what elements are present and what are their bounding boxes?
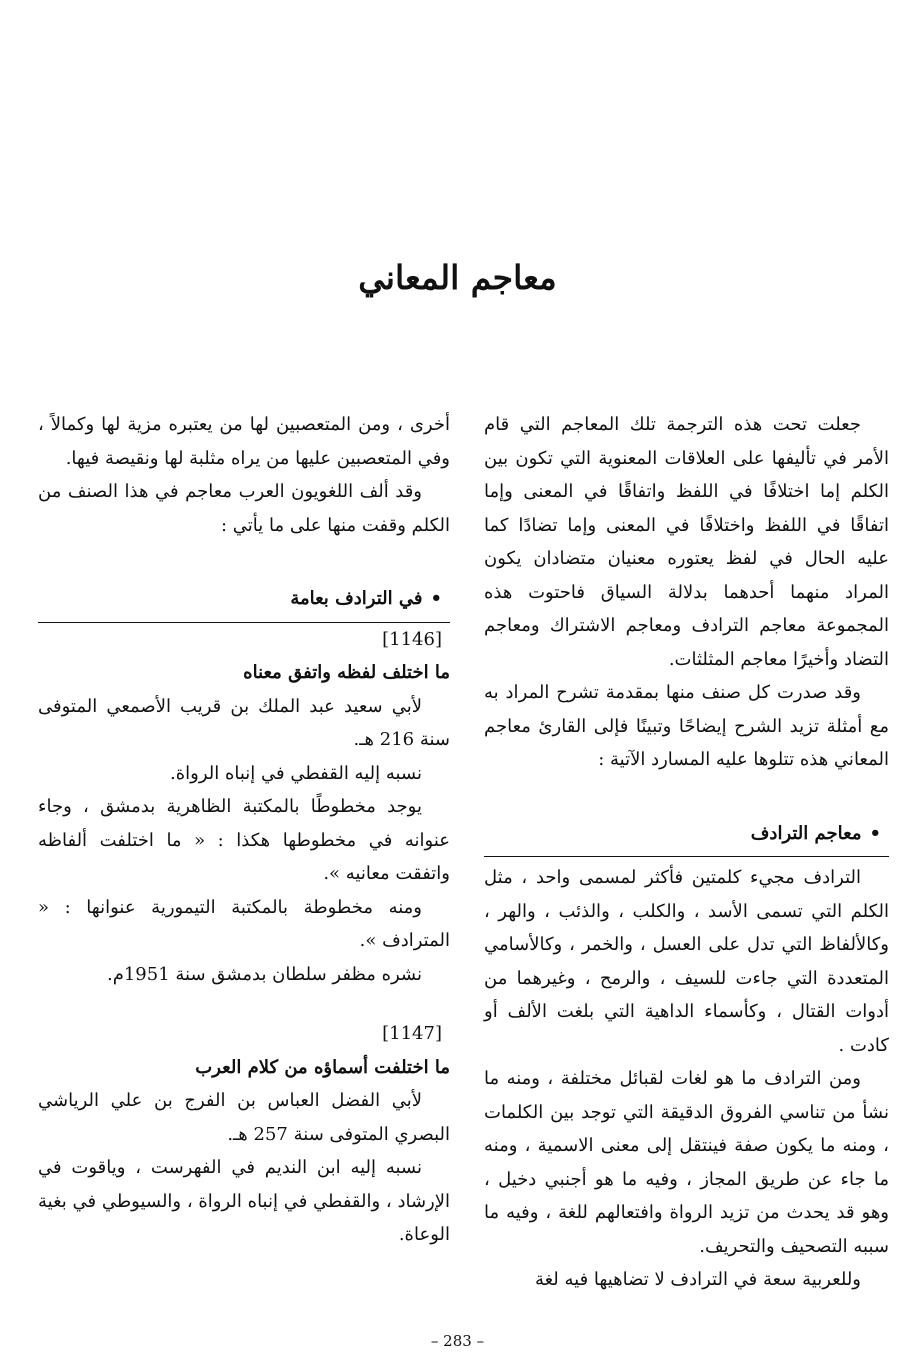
entry-number: [1147] [382,1023,442,1044]
intro-paragraph-1: جعلت تحت هذه الترجمة تلك المعاجم التي قام الأمر في تأليفها على العلاقات المعنوية التي تكون بين الكلم إما اختلافًا في اللفظ واتفاقًا في المعنى وإما اتفاقًا في اللفظ واختلافًا في المعنى وإما تضادًا كما عليه الحال في لفظ يعتوره معنيان متضادان يكون المراد منهما أحدهما بدلالة السياق فاحتوت هذه المجموعة معاجم الترادف ومعاجم الاشتراك ومعاجم التضاد وأخيرًا معاجم المثلثات. [484,414,889,670]
entry-author: لأبي الفضل العباس بن الفرج بن علي الرياشي البصري المتوفى سنة 257 هـ. [38,1090,450,1145]
entry-note: نسبه إليه ابن النديم في الفهرست ، وياقوت في الإرشاد ، والقفطي في إنباه الرواة ، والسيوطي في بغية الوعاة. [38,1157,450,1245]
section-heading-text: معاجم الترادف [750,822,862,844]
continuation-paragraph: أخرى ، ومن المتعصبين لها من يعتبره مزية لها وكمالاً ، وفي المتعصبين عليها من يراه مثلبة لها ونقيصة فيها. [38,414,450,469]
synonym-paragraph-2: ومن الترادف ما هو لغات لقبائل مختلفة ، ومنه ما نشأ من تناسي الفروق الدقيقة التي توجد بين الكلمات ، ومنه ما يكون صفة فينتقل إلى معنى الاسمية ، ومنه ما جاء عن طريق المجاز ، وفيه ما هو أجنبي دخيل ، وهو قد يحدث من تزيد الرواة وافتعالهم للغة ، وفيه ما سببه التصحيف والتحريف. [484,1068,889,1257]
synonym-paragraph-3: وللعربية سعة في الترادف لا تضاهيها فيه لغة [534,1269,861,1290]
entry-note: يوجد مخطوطًا بالمكتبة الظاهرية بدمشق ، وجاء عنوانه في مخطوطها هكذا : « ما اختلفت ألفاظه واتفقت معانيه ». [38,796,450,884]
list-intro-paragraph: وقد ألف اللغويون العرب معاجم في هذا الصنف من الكلم وقفت منها على ما يأتي : [38,481,450,536]
bullet-icon: • [430,588,442,609]
entry-1147 [38,1017,450,1252]
entry-note: نشره مظفر سلطان بدمشق سنة 1951م. [106,963,422,985]
intro-paragraph-2: وقد صدرت كل صنف منها بمقدمة تشرح المراد به مع أمثلة تزيد الشرح إيضاحًا وتبينًا فإلى القارئ معاجم المعاني هذه تتلوها عليه المسارد الآتية : [484,682,889,770]
bullet-icon: • [869,822,881,844]
entry-title: ما اختلفت أسماؤه من كلام العرب [195,1056,450,1078]
entry-1146 [38,623,450,992]
section-heading-synonym-dictionaries [484,817,889,858]
entry-number: [1146] [382,628,442,650]
entry-note: نسبه إليه القفطي في إنباه الرواة. [169,762,422,784]
page-number: – 283 – [430,1332,485,1350]
synonym-paragraph-1: الترادف مجيء كلمتين فأكثر لمسمى واحد ، مثل الكلم التي تسمى الأسد ، والكلب ، والذئب ، والهر ، وكالألفاظ التي تدل على العسل ، والخمر ، وكالأسامي المتعددة التي جاءت للسيف ، والرمح ، وغيرهما من أدوات القتال ، وكأسماء الداهية التي بلغت الألف أو كادت . [484,867,889,1056]
section-heading-general-synonymy [38,582,450,623]
page-title: معاجم المعاني [358,258,557,297]
right-column [484,408,889,1297]
entry-title: ما اختلف لفظه واتفق معناه [243,662,450,683]
entry-author: لأبي سعيد عبد الملك بن قريب الأصمعي المتوفى سنة 216 هـ. [38,695,450,750]
left-column [38,408,450,1252]
section-heading-text: في الترادف بعامة [290,588,423,609]
entry-note: ومنه مخطوطة بالمكتبة التيمورية عنوانها : « المترادف ». [38,896,450,951]
